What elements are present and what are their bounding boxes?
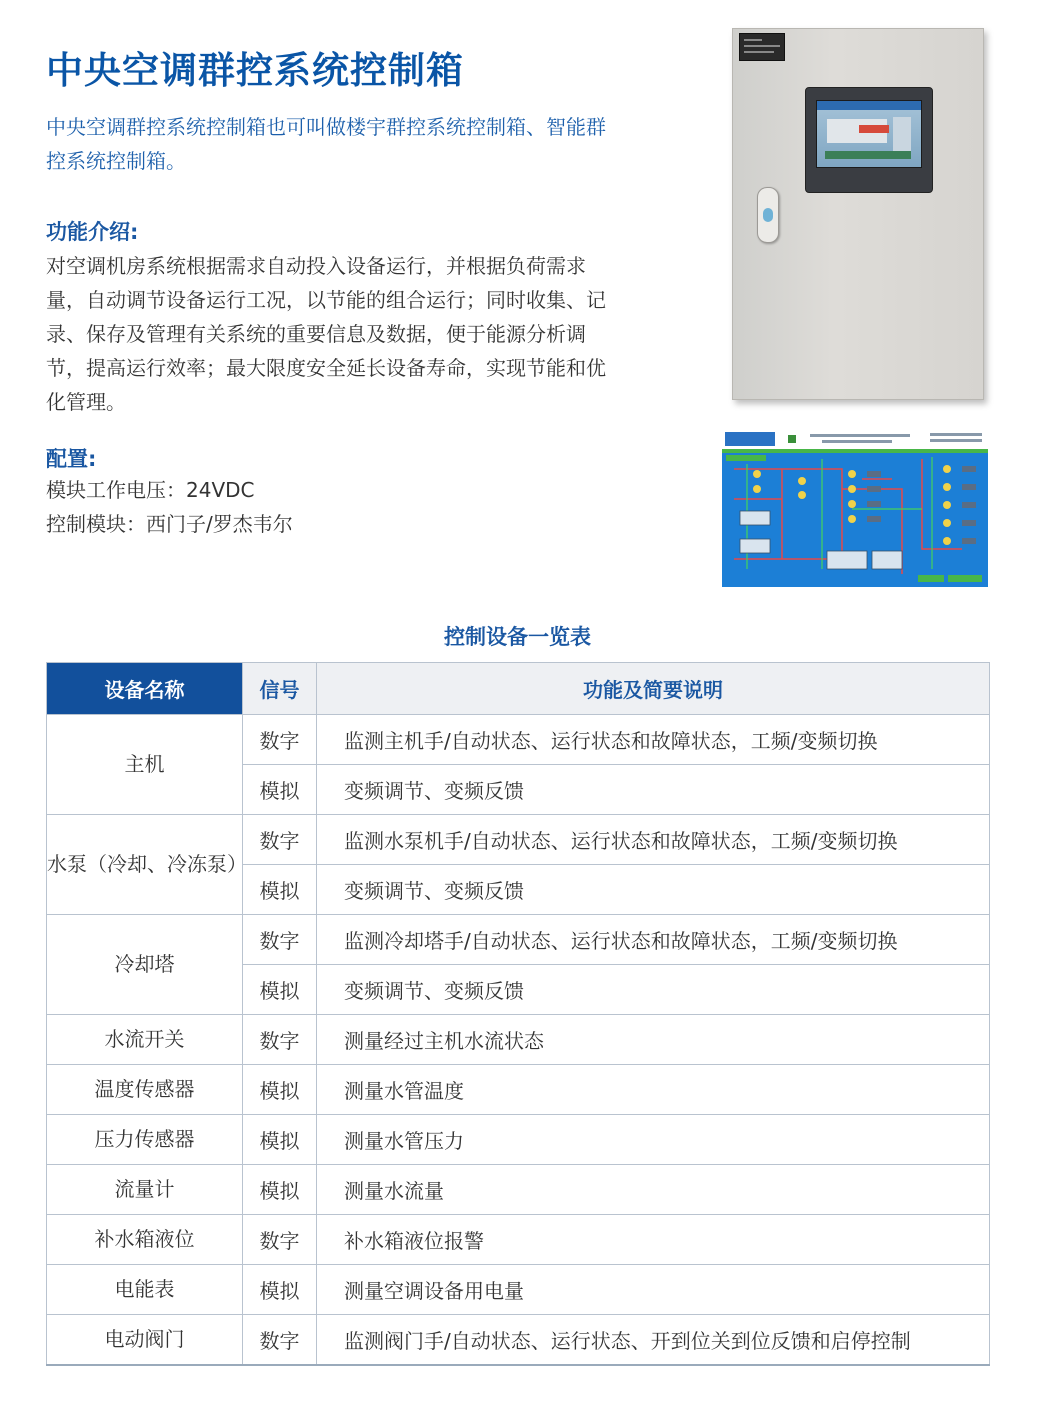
cell-description: 监测水泵机手/自动状态、运行状态和故障状态，工频/变频切换	[317, 815, 990, 865]
cell-signal: 数字	[243, 1215, 317, 1265]
table-row	[47, 715, 990, 765]
cell-equipment-name: 流量计	[47, 1165, 243, 1215]
equipment-table	[46, 662, 990, 1366]
cell-signal: 模拟	[243, 765, 317, 815]
cell-description: 测量水流量	[317, 1165, 990, 1215]
table-body	[47, 715, 990, 1366]
touchscreen-display	[816, 100, 922, 168]
cell-description: 变频调节、变频反馈	[317, 965, 990, 1015]
table-header-row	[47, 663, 990, 715]
table-row	[47, 1315, 990, 1366]
cell-signal: 模拟	[243, 965, 317, 1015]
table-title: 控制设备一览表	[444, 625, 591, 649]
function-description: 对空调机房系统根据需求自动投入设备运行，并根据负荷需求量，自动调节设备运行工况，以节能的组合运行；同时收集、记录、保存及管理有关系统的重要信息及数据，便于能源分析调节，提高运行效率；最大限度安全延长设备寿命，实现节能和优化管理。	[46, 254, 606, 414]
cell-signal: 数字	[243, 915, 317, 965]
cell-description: 测量水管温度	[317, 1065, 990, 1115]
table-row	[47, 915, 990, 965]
touchscreen-panel	[805, 87, 933, 193]
control-cabinet-image	[728, 26, 990, 406]
cell-signal: 数字	[243, 1015, 317, 1065]
cell-equipment-name: 水流开关	[47, 1015, 243, 1065]
config-voltage: 模块工作电压：24VDC	[46, 478, 255, 502]
header-description: 功能及简要说明	[317, 663, 990, 715]
cell-equipment-name: 补水箱液位	[47, 1215, 243, 1265]
cell-equipment-name: 冷却塔	[47, 915, 243, 1015]
cell-equipment-name: 电能表	[47, 1265, 243, 1315]
cell-signal: 模拟	[243, 865, 317, 915]
cell-description: 监测冷却塔手/自动状态、运行状态和故障状态，工频/变频切换	[317, 915, 990, 965]
cell-description: 监测主机手/自动状态、运行状态和故障状态，工频/变频切换	[317, 715, 990, 765]
table-row	[47, 815, 990, 865]
cell-description: 变频调节、变频反馈	[317, 865, 990, 915]
cell-equipment-name: 压力传感器	[47, 1115, 243, 1165]
config-module: 控制模块：西门子/罗杰韦尔	[46, 512, 293, 536]
cell-description: 测量水管压力	[317, 1115, 990, 1165]
cell-signal: 模拟	[243, 1165, 317, 1215]
table-row	[47, 1115, 990, 1165]
door-handle	[757, 187, 779, 243]
config-heading: 配置:	[46, 447, 97, 471]
nameplate	[739, 33, 785, 61]
table-row	[47, 1265, 990, 1315]
cell-signal: 模拟	[243, 1065, 317, 1115]
intro-paragraph: 中央空调群控系统控制箱也可叫做楼宇群控系统控制箱、智能群控系统控制箱。	[46, 115, 606, 173]
header-equipment-name: 设备名称	[47, 663, 243, 715]
cell-equipment-name: 温度传感器	[47, 1065, 243, 1115]
scada-diagram	[722, 429, 988, 587]
cell-signal: 数字	[243, 1315, 317, 1366]
cell-signal: 模拟	[243, 1265, 317, 1315]
cell-description: 测量空调设备用电量	[317, 1265, 990, 1315]
cell-signal: 模拟	[243, 1115, 317, 1165]
cell-equipment-name: 主机	[47, 715, 243, 815]
cell-signal: 数字	[243, 715, 317, 765]
cell-description: 变频调节、变频反馈	[317, 765, 990, 815]
function-heading: 功能介绍:	[46, 220, 139, 244]
cell-equipment-name: 水泵（冷却、冷冻泵）	[47, 815, 243, 915]
table-row	[47, 1165, 990, 1215]
cell-description: 测量经过主机水流状态	[317, 1015, 990, 1065]
table-row	[47, 1215, 990, 1265]
scada-screenshot-image	[722, 429, 988, 587]
table-row	[47, 1015, 990, 1065]
cell-description: 补水箱液位报警	[317, 1215, 990, 1265]
header-signal: 信号	[243, 663, 317, 715]
cell-description: 监测阀门手/自动状态、运行状态、开到位关到位反馈和启停控制	[317, 1315, 990, 1366]
page-title: 中央空调群控系统控制箱	[46, 49, 464, 92]
cell-signal: 数字	[243, 815, 317, 865]
cabinet-door	[732, 28, 984, 400]
table-row	[47, 1065, 990, 1115]
cell-equipment-name: 电动阀门	[47, 1315, 243, 1366]
